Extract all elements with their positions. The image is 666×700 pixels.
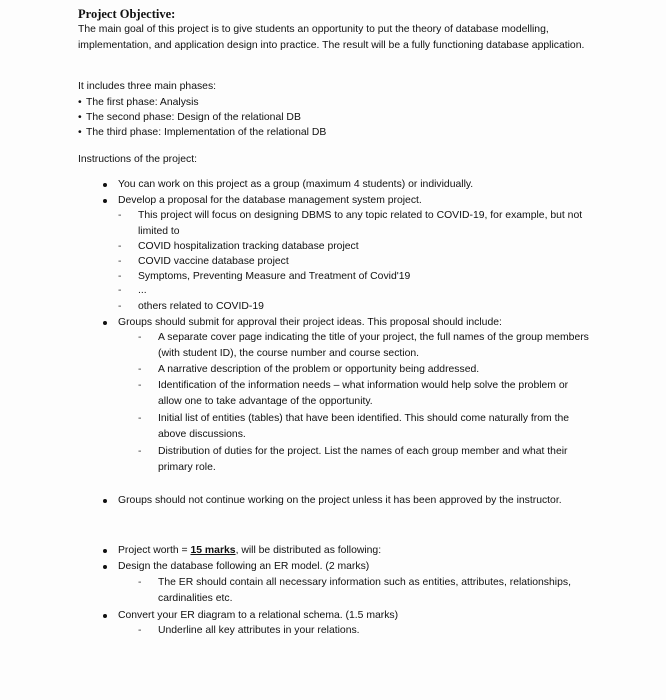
phase-bullet: •: [78, 112, 82, 123]
instruction-bullet-7: Convert your ER diagram to a relational schema. (1.5 marks): [118, 608, 588, 624]
sub-item: - Symptoms, Preventing Measure and Treatment of Covid'19: [138, 269, 593, 285]
phases-intro: It includes three main phases:: [78, 81, 217, 92]
phase-text: The first phase: Analysis: [86, 97, 199, 108]
sub-item: - others related to COVID-19: [138, 299, 593, 315]
instruction-bullet-6: Design the database following an ER model. (2 marks): [118, 559, 588, 575]
er-sub-item: - The ER should contain all necessary information such as entities, attributes, relationships, cardinalities etc.: [158, 575, 578, 608]
phase-text: The second phase: Design of the relational DB: [86, 112, 301, 123]
proposal-item: - A separate cover page indicating the title of your project, the full names of the group members (with student ID), the course number and course section.: [158, 330, 598, 363]
proposal-item: - Initial list of entities (tables) that have been identified. This should come naturally from the above discussions.: [158, 411, 588, 444]
instruction-bullet-3: Groups should submit for approval their project ideas. This proposal should include:: [118, 315, 588, 331]
instruction-bullet-2: Develop a proposal for the database management system project.: [118, 193, 588, 209]
sub-item: - COVID vaccine database project: [138, 254, 593, 270]
worth-marks: 15 marks: [190, 545, 236, 556]
instructions-heading: Instructions of the project:: [78, 154, 197, 165]
instruction-bullet-4: Groups should not continue working on the project unless it has been approved by the instructor.: [118, 493, 568, 509]
phase-bullet: •: [78, 97, 82, 108]
proposal-item: - Identification of the information needs – what information would help solve the problem or allow one to take advantage of the opportunity.: [158, 378, 578, 411]
schema-sub-item: - Underline all key attributes in your relations.: [158, 623, 578, 639]
sub-item: - COVID hospitalization tracking database project: [138, 239, 593, 255]
worth-suffix: , will be distributed as following:: [235, 545, 382, 556]
sub-item: - This project will focus on designing DBMS to any topic related to COVID-19, for example, but not limited to: [138, 208, 593, 241]
sub-item: - ...: [138, 283, 593, 299]
objective-title: Project Objective:: [78, 7, 176, 21]
proposal-item: - A narrative description of the problem or opportunity being addressed.: [158, 362, 598, 378]
instruction-bullet-1: You can work on this project as a group (maximum 4 students) or individually.: [118, 177, 588, 193]
objective-text: The main goal of this project is to give students an opportunity to put the theory of database modelling, implementation, and application design into practice. The result will be a fully functioning database application.: [78, 24, 585, 52]
phase-bullet: •: [78, 127, 82, 138]
worth-prefix: Project worth =: [118, 545, 191, 556]
proposal-item: - Distribution of duties for the project. List the names of each group member and what their primary role.: [158, 444, 578, 477]
instruction-bullet-5: [118, 543, 588, 559]
phase-text: The third phase: Implementation of the relational DB: [86, 127, 327, 138]
